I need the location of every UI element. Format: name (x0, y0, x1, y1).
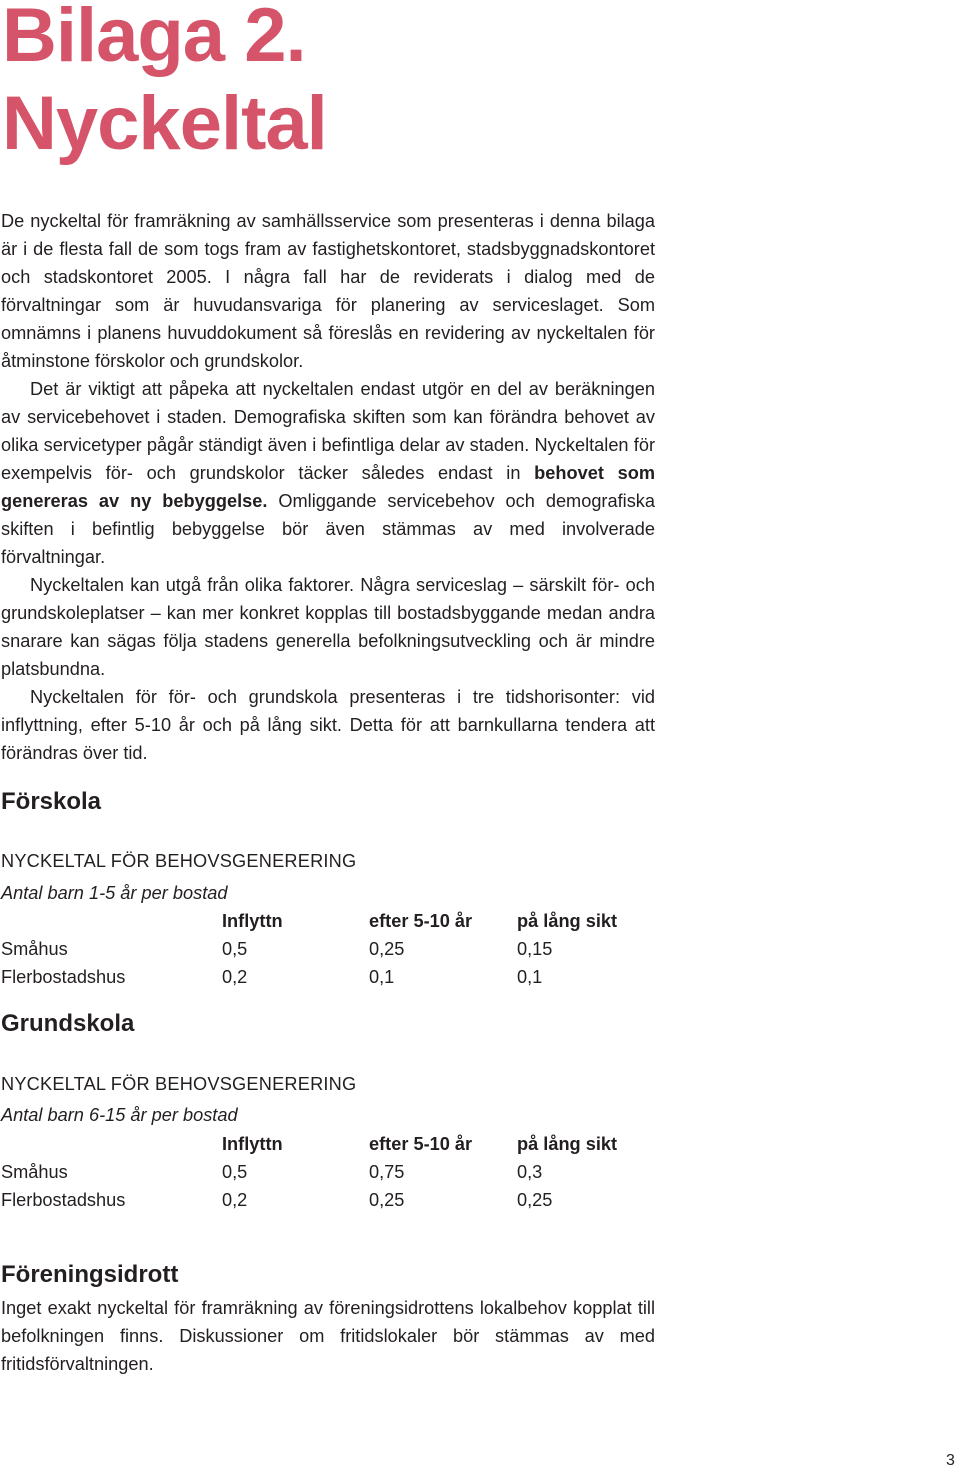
grundskola-caption: Antal barn 6-15 år per bostad (1, 1105, 238, 1125)
foreningsidrott-text: Inget exakt nyckeltal för framräkning av föreningsidrottens lokalbehov kopplat till befolkningen finns. Diskussioner om fritidslokaler bör stämmas av med fritidsförvaltningen. (1, 1298, 655, 1374)
intro-paragraph-2-part-b: Omliggande servicebehov och demografiska skiften i befintlig bebyggelse bör även stämmas av med involverade förvaltningar. (1, 491, 656, 567)
table-cell: 0,5 (222, 1162, 248, 1182)
page-title (2, 0, 327, 168)
table-cell: 0,5 (222, 939, 248, 959)
table-row (1, 1186, 661, 1214)
row-label: Småhus (1, 1162, 68, 1182)
table-cell: 0,25 (369, 1190, 405, 1210)
intro-paragraph-2-emphasis: behovet som genereras av ny bebyggelse. (1, 463, 655, 511)
table-cell: 0,1 (517, 967, 543, 987)
grundskola-table (1, 1130, 661, 1214)
row-label: Flerbostadshus (1, 967, 126, 987)
page-number: 3 (946, 1452, 955, 1469)
table-cell: 0,2 (222, 1190, 248, 1210)
table-cell: 0,15 (517, 939, 553, 959)
column-header-inflyttn: Inflyttn (222, 911, 283, 931)
table-row (1, 935, 661, 963)
column-header-lang-sikt: på lång sikt (517, 1134, 618, 1154)
section-heading-grundskola: Grundskola (1, 1010, 135, 1037)
row-label: Flerbostadshus (1, 1190, 126, 1210)
intro-paragraph-2 (1, 375, 655, 571)
table-row (1, 1158, 661, 1186)
table-header-row (1, 1130, 661, 1158)
table-cell: 0,25 (517, 1190, 553, 1210)
title-line-2: Nyckeltal (2, 81, 327, 166)
forskola-subheading: NYCKELTAL FÖR BEHOVSGENERERING (1, 851, 357, 871)
forskola-table (1, 907, 661, 991)
table-header-row (1, 907, 661, 935)
section-heading-forskola: Förskola (1, 788, 102, 815)
column-header-lang-sikt: på lång sikt (517, 911, 618, 931)
section-heading-foreningsidrott: Föreningsidrott (1, 1261, 179, 1288)
table-cell: 0,1 (369, 967, 395, 987)
column-header-efter: efter 5-10 år (369, 911, 473, 931)
table-cell: 0,75 (369, 1162, 405, 1182)
table-cell: 0,2 (222, 967, 248, 987)
table-cell: 0,3 (517, 1162, 543, 1182)
intro-paragraph-4: Nyckeltalen för för- och grundskola presenteras i tre tidshorisonter: vid inflyttning, efter 5-10 år och på lång sikt. Detta för att barnkullarna tendera att förändras över tid. (1, 687, 655, 763)
table-cell: 0,25 (369, 939, 405, 959)
intro-paragraph-3: Nyckeltalen kan utgå från olika faktorer. Några serviceslag – särskilt för- och grundskoleplatser – kan mer konkret kopplas till bostadsbyggande medan andra snarare kan sägas följa stadens generella befolkningsutveckling och är mindre platsbundna. (1, 575, 655, 679)
title-line-1: Bilaga 2. (2, 0, 306, 78)
forskola-caption: Antal barn 1-5 år per bostad (1, 883, 228, 903)
column-header-efter: efter 5-10 år (369, 1134, 473, 1154)
table-row (1, 963, 661, 991)
grundskola-subheading: NYCKELTAL FÖR BEHOVSGENERERING (1, 1074, 357, 1094)
intro-paragraph-2-part-a: Det är viktigt att påpeka att nyckeltalen endast utgör en del av beräkningen av servicebehovet i staden. Demografiska skiften som kan förändra behovet av olika servicetyper pågår ständigt även i befintliga delar av staden. Nyckeltalen för exempelvis för- och grundskolor täcker således endast in (1, 379, 655, 483)
intro-paragraph-1: De nyckeltal för framräkning av samhällsservice som presenteras i denna bilaga är i de flesta fall de som togs fram av fastighetskontoret, stadsbyggnadskontoret och stadskontoret 2005. I några fall har de reviderats i dialog med de förvaltningar som är huvudansvariga för planering av serviceslaget. Som omnämns i planens huvuddokument så föreslås en revidering av nyckeltalen för åtminstone förskolor och grundskolor. (1, 211, 655, 371)
row-label: Småhus (1, 939, 68, 959)
intro-text (1, 207, 655, 767)
column-header-inflyttn: Inflyttn (222, 1134, 283, 1154)
